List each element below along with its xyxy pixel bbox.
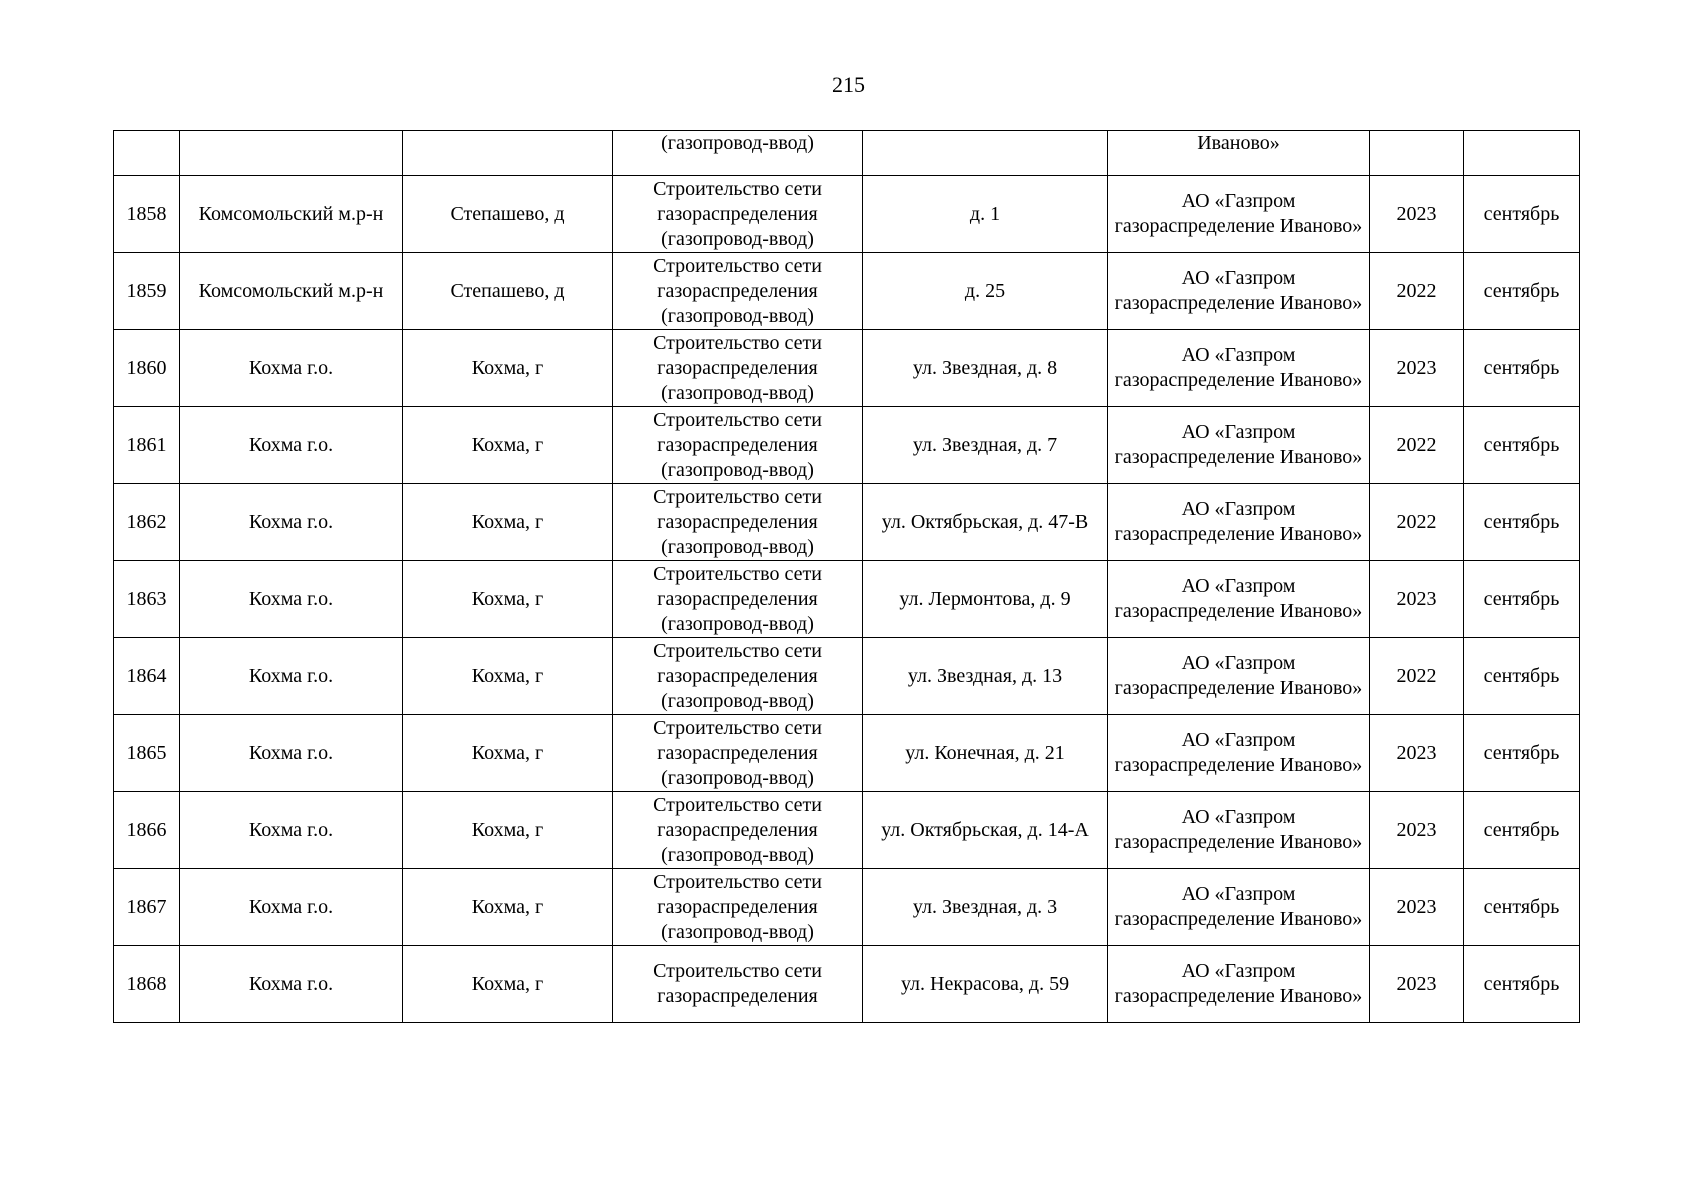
table-row: [114, 792, 1580, 869]
cell-district: [180, 131, 403, 176]
cell-year: 2023: [1370, 176, 1464, 253]
cell-month: сентябрь: [1464, 176, 1580, 253]
cell-district: Кохма г.о.: [180, 638, 403, 715]
cell-work: Строительство сети газораспределения (газопровод-ввод): [613, 330, 863, 407]
cell-district: Кохма г.о.: [180, 715, 403, 792]
cell-year: 2023: [1370, 715, 1464, 792]
cell-num: 1860: [114, 330, 180, 407]
cell-month: сентябрь: [1464, 792, 1580, 869]
cell-month: сентябрь: [1464, 407, 1580, 484]
cell-org: АО «Газпром газораспределение Иваново»: [1108, 869, 1370, 946]
cell-district: Комсомольский м.р-н: [180, 253, 403, 330]
cell-work: Строительство сети газораспределения (газопровод-ввод): [613, 638, 863, 715]
cell-work: Строительство сети газораспределения (газопровод-ввод): [613, 792, 863, 869]
cell-year: 2023: [1370, 869, 1464, 946]
table-body: [114, 131, 1580, 1023]
cell-settlement: Кохма, г: [403, 946, 613, 1023]
cell-settlement: Кохма, г: [403, 715, 613, 792]
cell-year: 2023: [1370, 330, 1464, 407]
cell-address: д. 25: [863, 253, 1108, 330]
cell-month: сентябрь: [1464, 484, 1580, 561]
cell-work: Строительство сети газораспределения (газопровод-ввод): [613, 561, 863, 638]
table-row: [114, 253, 1580, 330]
cell-work: Строительство сети газораспределения (газопровод-ввод): [613, 869, 863, 946]
cell-address: ул. Октябрьская, д. 14-А: [863, 792, 1108, 869]
cell-settlement: Кохма, г: [403, 484, 613, 561]
cell-district: Кохма г.о.: [180, 792, 403, 869]
table-row: [114, 330, 1580, 407]
cell-work: Строительство сети газораспределения: [613, 946, 863, 1023]
table-row: [114, 946, 1580, 1023]
table-row: [114, 869, 1580, 946]
table-row: [114, 407, 1580, 484]
continuation-row: [114, 131, 1580, 176]
cell-address: ул. Конечная, д. 21: [863, 715, 1108, 792]
cell-address: ул. Некрасова, д. 59: [863, 946, 1108, 1023]
cell-district: Комсомольский м.р-н: [180, 176, 403, 253]
cell-num: 1861: [114, 407, 180, 484]
cell-month: сентябрь: [1464, 638, 1580, 715]
cell-org: АО «Газпром газораспределение Иваново»: [1108, 946, 1370, 1023]
cell-address: ул. Звездная, д. 8: [863, 330, 1108, 407]
table-row: [114, 484, 1580, 561]
cell-settlement: Степашево, д: [403, 253, 613, 330]
cell-settlement: Кохма, г: [403, 792, 613, 869]
cell-year: 2022: [1370, 407, 1464, 484]
cell-month: сентябрь: [1464, 715, 1580, 792]
cell-num: 1863: [114, 561, 180, 638]
cell-month: сентябрь: [1464, 253, 1580, 330]
cell-district: Кохма г.о.: [180, 407, 403, 484]
cell-org: АО «Газпром газораспределение Иваново»: [1108, 638, 1370, 715]
cell-district: Кохма г.о.: [180, 946, 403, 1023]
cell-settlement: Кохма, г: [403, 330, 613, 407]
cell-district: Кохма г.о.: [180, 869, 403, 946]
cell-district: Кохма г.о.: [180, 484, 403, 561]
cell-org: Иваново»: [1108, 131, 1370, 176]
cell-num: 1859: [114, 253, 180, 330]
page-number: 215: [832, 72, 865, 97]
cell-settlement: Кохма, г: [403, 561, 613, 638]
cell-work: Строительство сети газораспределения (газопровод-ввод): [613, 253, 863, 330]
cell-district: Кохма г.о.: [180, 330, 403, 407]
table-row: [114, 561, 1580, 638]
cell-settlement: [403, 131, 613, 176]
cell-address: ул. Лермонтова, д. 9: [863, 561, 1108, 638]
cell-num: 1862: [114, 484, 180, 561]
cell-year: 2022: [1370, 638, 1464, 715]
cell-num: 1864: [114, 638, 180, 715]
cell-month: [1464, 131, 1580, 176]
cell-org: АО «Газпром газораспределение Иваново»: [1108, 253, 1370, 330]
cell-work: Строительство сети газораспределения (газопровод-ввод): [613, 715, 863, 792]
cell-org: АО «Газпром газораспределение Иваново»: [1108, 561, 1370, 638]
cell-district: Кохма г.о.: [180, 561, 403, 638]
cell-settlement: Кохма, г: [403, 638, 613, 715]
cell-month: сентябрь: [1464, 869, 1580, 946]
cell-month: сентябрь: [1464, 561, 1580, 638]
cell-year: [1370, 131, 1464, 176]
table-row: [114, 638, 1580, 715]
cell-year: 2022: [1370, 253, 1464, 330]
cell-settlement: Степашево, д: [403, 176, 613, 253]
table-row: [114, 715, 1580, 792]
cell-num: 1868: [114, 946, 180, 1023]
cell-work: Строительство сети газораспределения (газопровод-ввод): [613, 407, 863, 484]
cell-org: АО «Газпром газораспределение Иваново»: [1108, 792, 1370, 869]
cell-settlement: Кохма, г: [403, 407, 613, 484]
cell-work: Строительство сети газораспределения (газопровод-ввод): [613, 484, 863, 561]
cell-num: [114, 131, 180, 176]
cell-num: 1866: [114, 792, 180, 869]
cell-address: ул. Звездная, д. 3: [863, 869, 1108, 946]
cell-org: АО «Газпром газораспределение Иваново»: [1108, 176, 1370, 253]
cell-org: АО «Газпром газораспределение Иваново»: [1108, 330, 1370, 407]
cell-year: 2023: [1370, 561, 1464, 638]
cell-num: 1867: [114, 869, 180, 946]
cell-address: ул. Октябрьская, д. 47-В: [863, 484, 1108, 561]
cell-settlement: Кохма, г: [403, 869, 613, 946]
cell-year: 2023: [1370, 946, 1464, 1023]
cell-org: АО «Газпром газораспределение Иваново»: [1108, 407, 1370, 484]
cell-num: 1865: [114, 715, 180, 792]
cell-org: АО «Газпром газораспределение Иваново»: [1108, 715, 1370, 792]
cell-year: 2022: [1370, 484, 1464, 561]
cell-month: сентябрь: [1464, 946, 1580, 1023]
cell-org: АО «Газпром газораспределение Иваново»: [1108, 484, 1370, 561]
cell-address: [863, 131, 1108, 176]
cell-month: сентябрь: [1464, 330, 1580, 407]
cell-work: (газопровод-ввод): [613, 131, 863, 176]
cell-address: ул. Звездная, д. 7: [863, 407, 1108, 484]
cell-address: ул. Звездная, д. 13: [863, 638, 1108, 715]
cell-address: д. 1: [863, 176, 1108, 253]
cell-year: 2023: [1370, 792, 1464, 869]
cell-num: 1858: [114, 176, 180, 253]
table-row: [114, 176, 1580, 253]
gasification-table: [113, 130, 1580, 1023]
cell-work: Строительство сети газораспределения (газопровод-ввод): [613, 176, 863, 253]
